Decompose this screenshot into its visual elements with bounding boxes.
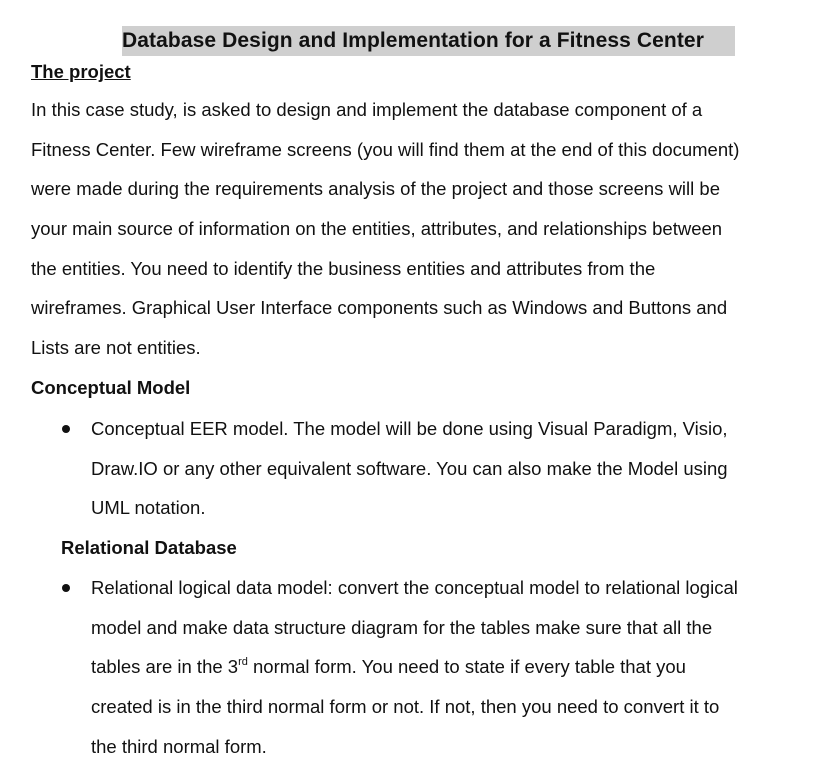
project-heading: The project [31,61,131,82]
bullet-line: created is in the third normal form or not. If not, then you need to convert it to [91,696,720,718]
bullet-line: Draw.IO or any other equivalent software. You can also make the Model using [91,457,728,479]
title-highlight [122,26,735,56]
relational-bullet-text [91,568,821,766]
bullet-line: model and make data structure diagram for the tables make sure that all the [91,616,713,638]
paragraph-line: In this case study, is asked to design and implement the database component of a [31,99,703,120]
bullet-line: the third normal form. [91,735,267,757]
paragraph-line: wireframes. Graphical User Interface components such as Windows and Buttons and [31,297,728,319]
bullet-line: Relational logical data model: convert the conceptual model to relational logical [91,577,738,598]
paragraph-line: Fitness Center. Few wireframe screens (you will find them at the end of this document) [31,138,740,160]
paragraph-line: the entities. You need to identify the business entities and attributes from the [31,257,656,279]
bullet-line-part: tables are in the 3 [91,656,239,678]
bullet-line [91,647,821,687]
superscript-ordinal: rd [238,656,248,669]
paragraph-line: were made during the requirements analysis of the project and those screens will be [31,178,720,200]
paragraph-line: your main source of information on the entities, attributes, and relationships between [31,218,723,240]
bullet-icon [62,425,70,433]
conceptual-bullet-text [91,409,821,528]
paragraph-line: Lists are not entities. [31,337,201,359]
bullet-line: UML notation. [91,497,206,519]
intro-paragraph [31,90,811,368]
bullet-line: Conceptual EER model. The model will be done using Visual Paradigm, Visio, [91,418,728,439]
bullet-line-part: normal form. You need to state if every table that you [247,656,686,678]
conceptual-model-heading: Conceptual Model [31,377,191,398]
relational-database-heading: Relational Database [61,537,237,558]
bullet-icon [62,584,70,592]
document-title: Database Design and Implementation for a Fitness Center [122,29,704,52]
